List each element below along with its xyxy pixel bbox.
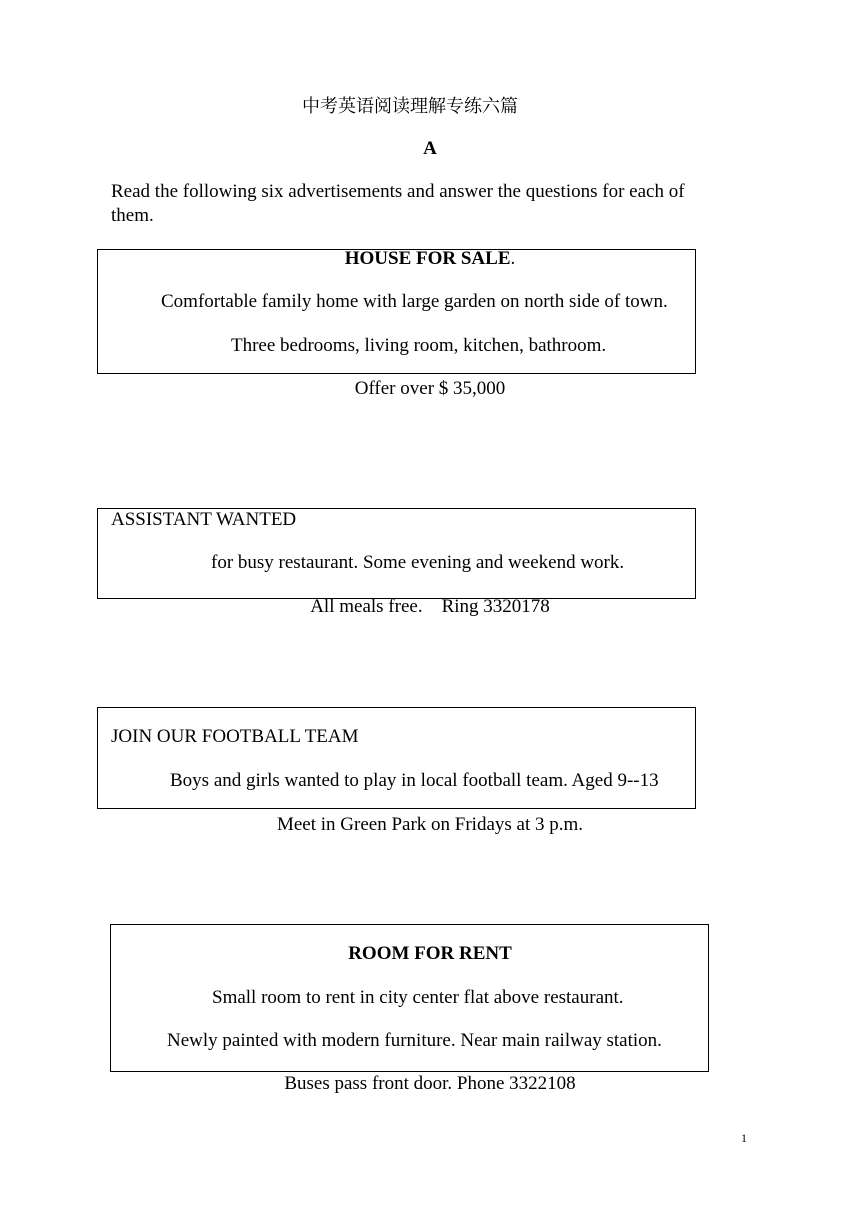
page-number: 1 bbox=[741, 1131, 747, 1145]
ad-room-line2: Newly painted with modern furniture. Near main railway station. bbox=[167, 1030, 662, 1051]
ad-room-line3: Buses pass front door. Phone 3322108 bbox=[284, 1073, 576, 1094]
ad-house-heading-line bbox=[0, 248, 860, 270]
ad-assistant-line2: All meals free. Ring 3320178 bbox=[310, 596, 550, 617]
ad-football-line2: Meet in Green Park on Fridays at 3 p.m. bbox=[276, 814, 584, 835]
ad-assistant-line1: for busy restaurant. Some evening and weekend work. bbox=[211, 552, 625, 573]
document-title: 中考英语阅读理解专练六篇 bbox=[302, 96, 518, 117]
ad-football-heading: JOIN OUR FOOTBALL TEAM bbox=[111, 726, 359, 747]
ad-house-line1: Comfortable family home with large garden on north side of town. bbox=[161, 291, 668, 312]
ad-house-heading: HOUSE FOR SALE bbox=[344, 248, 511, 269]
ad-football-box bbox=[97, 707, 696, 809]
ad-football-line1: Boys and girls wanted to play in local football team. Aged 9--13 bbox=[170, 770, 659, 791]
ad-room-line1: Small room to rent in city center flat above restaurant. bbox=[212, 987, 624, 1008]
ad-house-line2: Three bedrooms, living room, kitchen, bathroom. bbox=[231, 335, 607, 356]
ad-house-line3: Offer over $ 35,000 bbox=[354, 378, 506, 399]
ad-room-heading: ROOM FOR RENT bbox=[348, 943, 512, 964]
section-letter: A bbox=[423, 138, 437, 159]
ad-assistant-heading: ASSISTANT WANTED bbox=[111, 509, 297, 530]
ad-house-heading-punct: . bbox=[510, 248, 516, 269]
intro-text: Read the following six advertisements and answer the questions for each of them. bbox=[111, 181, 685, 226]
